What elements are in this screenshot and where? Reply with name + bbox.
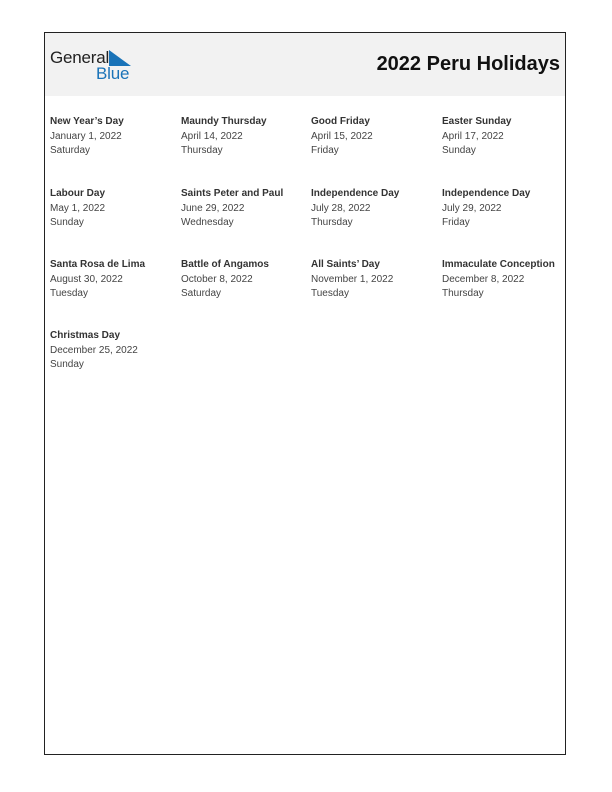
header-band (45, 33, 565, 96)
holiday-weekday: Sunday (442, 145, 476, 156)
holiday-weekday: Sunday (50, 217, 84, 228)
page-title: 2022 Peru Holidays (376, 53, 560, 75)
holiday-item (311, 187, 437, 231)
holiday-weekday: Saturday (181, 288, 222, 299)
holiday-item (50, 115, 176, 159)
holiday-name: Easter Sunday (442, 116, 512, 127)
holiday-date: July 28, 2022 (311, 202, 371, 214)
holiday-weekday: Thursday (181, 145, 223, 156)
holiday-name: Maundy Thursday (181, 116, 267, 127)
holiday-date: April 14, 2022 (181, 130, 243, 142)
holiday-date: April 15, 2022 (311, 130, 373, 142)
holiday-weekday: Wednesday (181, 217, 234, 228)
holiday-date: December 8, 2022 (442, 273, 525, 285)
holiday-weekday: Saturday (50, 145, 91, 156)
holiday-name: Santa Rosa de Lima (50, 259, 146, 270)
holiday-weekday: Tuesday (50, 288, 88, 299)
holiday-item (181, 187, 307, 231)
holiday-date: May 1, 2022 (50, 202, 106, 214)
holiday-date: January 1, 2022 (50, 130, 122, 142)
holiday-name: Independence Day (311, 188, 400, 199)
holiday-item (311, 115, 437, 159)
holiday-item (181, 115, 307, 159)
holiday-item (181, 258, 307, 302)
holiday-item (50, 187, 176, 231)
holiday-item (50, 329, 176, 373)
holiday-item (50, 258, 176, 302)
holiday-weekday: Friday (442, 217, 470, 228)
holiday-name: All Saints’ Day (311, 259, 380, 270)
holiday-weekday: Tuesday (311, 288, 349, 299)
holiday-item (442, 187, 568, 231)
holiday-name: New Year’s Day (50, 116, 124, 127)
holiday-date: June 29, 2022 (181, 202, 245, 214)
holiday-date: October 8, 2022 (181, 273, 253, 285)
holiday-name: Labour Day (50, 188, 106, 199)
holiday-name: Immaculate Conception (442, 259, 555, 270)
holiday-date: December 25, 2022 (50, 344, 138, 356)
holiday-weekday: Sunday (50, 359, 84, 370)
holiday-date: November 1, 2022 (311, 273, 394, 285)
logo-text-general: General (50, 48, 110, 67)
logo-text-blue: Blue (96, 64, 130, 83)
holiday-item (442, 115, 568, 159)
holiday-weekday: Thursday (442, 288, 484, 299)
holiday-item (311, 258, 437, 302)
page-frame (44, 32, 566, 755)
holiday-weekday: Friday (311, 145, 339, 156)
generalblue-logo (50, 48, 160, 84)
holiday-name: Battle of Angamos (181, 259, 269, 270)
holiday-name: Saints Peter and Paul (181, 188, 284, 199)
holiday-name: Independence Day (442, 188, 531, 199)
holiday-date: July 29, 2022 (442, 202, 502, 214)
holiday-name: Christmas Day (50, 330, 121, 341)
holiday-date: April 17, 2022 (442, 130, 504, 142)
holiday-date: August 30, 2022 (50, 273, 123, 285)
holiday-item (442, 258, 568, 302)
holiday-name: Good Friday (311, 116, 370, 127)
holiday-weekday: Thursday (311, 217, 353, 228)
